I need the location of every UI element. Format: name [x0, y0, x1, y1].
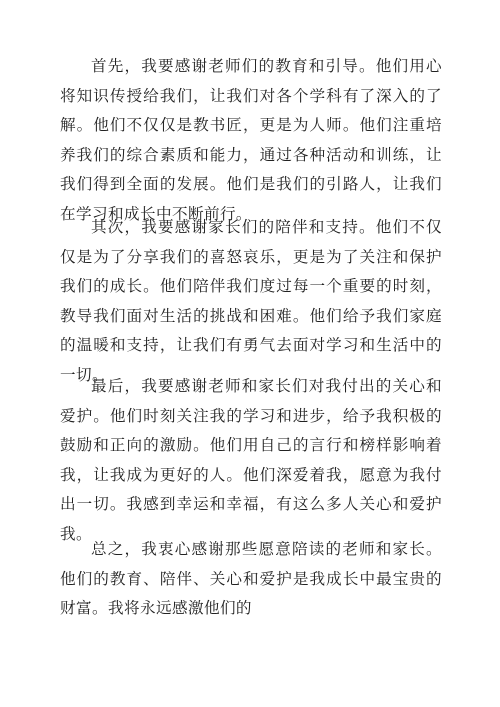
paragraph-teachers: 首先，我要感谢老师们的教育和引导。他们用心将知识传授给我们，让我们对各个学科有了深入的了解。他们不仅仅是教书匠，更是为人师。他们注重培养我们的综合素质和能力，通过各种活动和训练，让我们得到全面的发展。他们是我们的引路人，让我们在学习和成长中不断前行。 — [60, 57, 442, 223]
paragraph-care: 最后，我要感谢老师和家长们对我付出的关心和爱护。他们时刻关注我的学习和进步，给予我积极的鼓励和正向的激励。他们用自己的言行和榜样影响着我，让我成为更好的人。他们深爱着我，愿意为我付出一切。我感到幸运和幸福，有这么多人关心和爱护我。 — [60, 377, 442, 543]
paragraph-parents: 其次，我要感谢家长们的陪伴和支持。他们不仅仅是为了分享我们的喜怒哀乐，更是为了关注和保护我们的成长。他们陪伴我们度过每一个重要的时刻，教导我们面对生活的挑战和困难。他们给予我们家庭的温暖和支持，让我们有勇气去面对学习和生活中的一切。 — [60, 218, 442, 384]
paragraph-conclusion: 总之，我衷心感谢那些愿意陪读的老师和家长。他们的教育、陪伴、关心和爱护是我成长中最宝贵的财富。我将永远感激他们的 — [60, 540, 442, 617]
